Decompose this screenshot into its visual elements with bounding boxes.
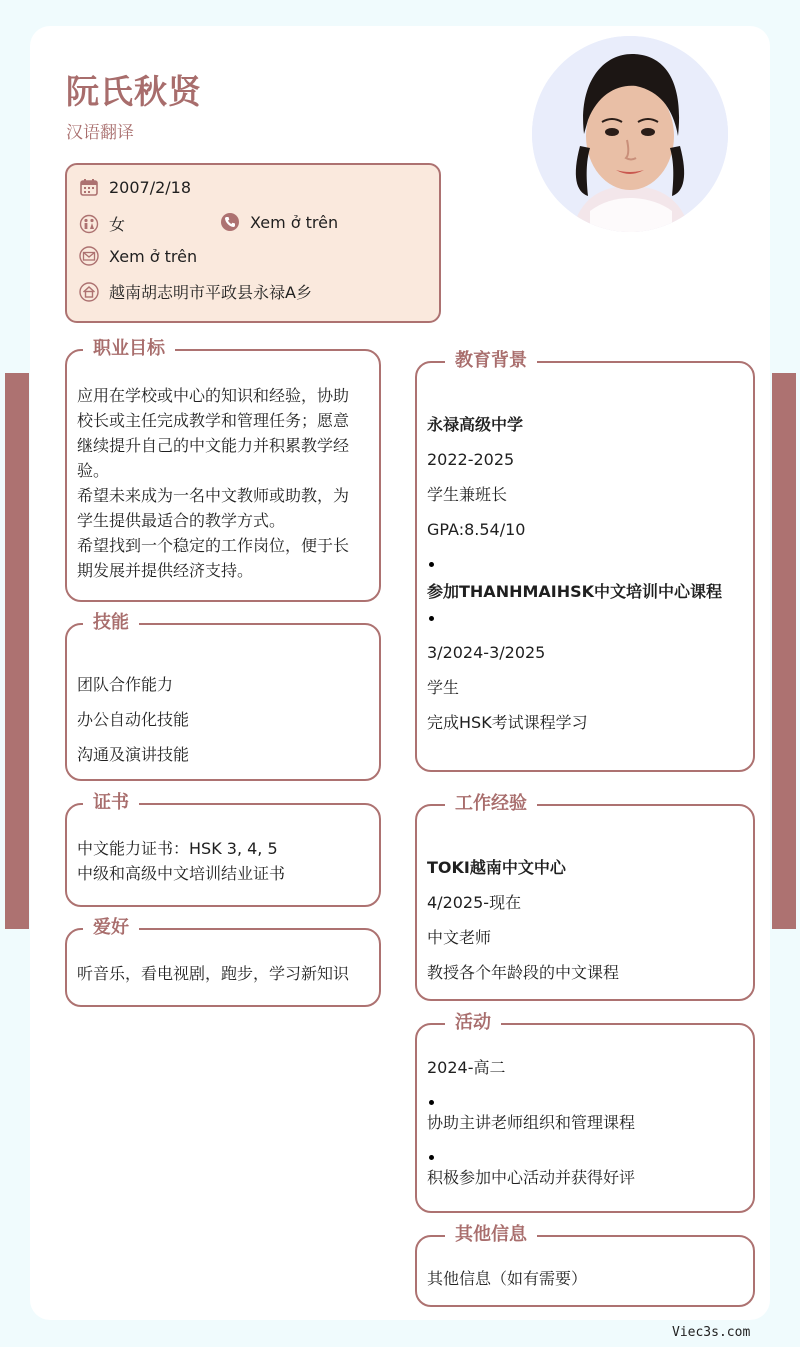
hobbies-section — [65, 917, 381, 1007]
bullet-marker — [427, 552, 743, 579]
phone-row — [220, 212, 338, 232]
work-section — [415, 793, 755, 1001]
school-gpa: GPA:8.54/10 — [427, 520, 526, 539]
birthdate-value: 2007/2/18 — [109, 177, 192, 197]
left-accent-band — [5, 373, 29, 929]
certificates-body — [77, 836, 369, 886]
certificate-item: 中文能力证书：HSK 3, 4, 5 — [77, 839, 278, 858]
address-value: 越南胡志明市平政县永禄A乡 — [109, 283, 312, 302]
hobbies-title: 爱好 — [83, 916, 139, 940]
certificates-title: 证书 — [83, 791, 139, 815]
objective-line: 应用在学校或中心的知识和经验，协助 — [77, 386, 350, 405]
school-role: 学生兼班长 — [427, 485, 508, 504]
address-row — [79, 280, 312, 303]
objective-section — [65, 338, 381, 602]
skills-section — [65, 612, 381, 781]
education-section — [415, 350, 755, 772]
work-title: 工作经验 — [445, 792, 537, 816]
objective-line: 校长或主任完成教学和管理任务；愿意 — [77, 411, 350, 430]
gender-value: 女 — [109, 215, 126, 234]
phone-value[interactable]: Xem ở trên — [250, 212, 339, 232]
objective-line: 期发展并提供经济支持。 — [77, 561, 254, 580]
gender-row — [79, 212, 125, 235]
job-title: 汉语翻译 — [66, 123, 134, 143]
activities-body — [427, 1055, 743, 1200]
skill-item: 办公自动化技能 — [77, 710, 190, 729]
certificates-section — [65, 792, 381, 907]
education-body — [427, 412, 743, 745]
objective-line: 继续提升自己的中文能力并积累教学经 — [77, 436, 350, 455]
activities-section — [415, 1012, 755, 1213]
objective-body — [77, 383, 369, 583]
work-position: 中文老师 — [427, 928, 492, 947]
skills-body — [77, 672, 369, 777]
profile-photo — [532, 36, 728, 232]
course-role: 学生 — [427, 678, 460, 697]
bullet-marker — [427, 606, 743, 640]
email-row — [79, 246, 197, 266]
bullet-marker — [427, 1145, 743, 1165]
phone-icon — [220, 212, 240, 232]
work-desc: 教授各个年龄段的中文课程 — [427, 963, 620, 982]
skill-item: 沟通及演讲技能 — [77, 745, 190, 764]
candidate-name: 阮氏秋贤 — [66, 72, 202, 111]
gender-icon — [79, 214, 99, 234]
calendar-icon — [79, 177, 99, 197]
right-accent-band — [772, 373, 796, 929]
footer-watermark[interactable]: Viec3s.com — [672, 1325, 751, 1340]
activity-item: 积极参加中心活动并获得好评 — [427, 1168, 636, 1187]
objective-line: 验。 — [77, 461, 110, 480]
other-section — [415, 1224, 755, 1307]
activity-item: 协助主讲老师组织和管理课程 — [427, 1113, 636, 1132]
email-icon — [79, 246, 99, 266]
other-text: 其他信息（如有需要） — [427, 1269, 588, 1288]
company-name: TOKI越南中文中心 — [427, 858, 566, 877]
objective-title: 职业目标 — [83, 337, 175, 361]
birthdate-row — [79, 177, 191, 197]
school-period: 2022-2025 — [427, 450, 515, 469]
education-title: 教育背景 — [445, 349, 537, 373]
objective-line: 希望未来成为一名中文教师或助教，为 — [77, 486, 350, 505]
portrait-image — [532, 36, 728, 232]
skill-item: 团队合作能力 — [77, 675, 174, 694]
bullet-marker — [427, 1090, 743, 1110]
email-value[interactable]: Xem ở trên — [109, 246, 198, 266]
work-body — [427, 855, 743, 995]
course-name: 参加THANHMAIHSK中文培训中心课程 — [427, 582, 723, 601]
objective-line: 学生提供最适合的教学方式。 — [77, 511, 286, 530]
skills-title: 技能 — [83, 611, 139, 635]
certificate-item: 中级和高级中文培训结业证书 — [77, 864, 286, 883]
personal-info-panel — [65, 163, 441, 323]
work-period: 4/2025-现在 — [427, 893, 522, 912]
activities-title: 活动 — [445, 1011, 501, 1035]
other-title: 其他信息 — [445, 1223, 537, 1247]
school-name: 永禄高级中学 — [427, 415, 524, 434]
objective-line: 希望找到一个稳定的工作岗位，便于长 — [77, 536, 350, 555]
hobbies-text: 听音乐，看电视剧，跑步，学习新知识 — [77, 964, 350, 983]
course-desc: 完成HSK考试课程学习 — [427, 713, 588, 732]
course-period: 3/2024-3/2025 — [427, 643, 546, 662]
home-icon — [79, 282, 99, 302]
activity-period: 2024-高二 — [427, 1058, 506, 1077]
